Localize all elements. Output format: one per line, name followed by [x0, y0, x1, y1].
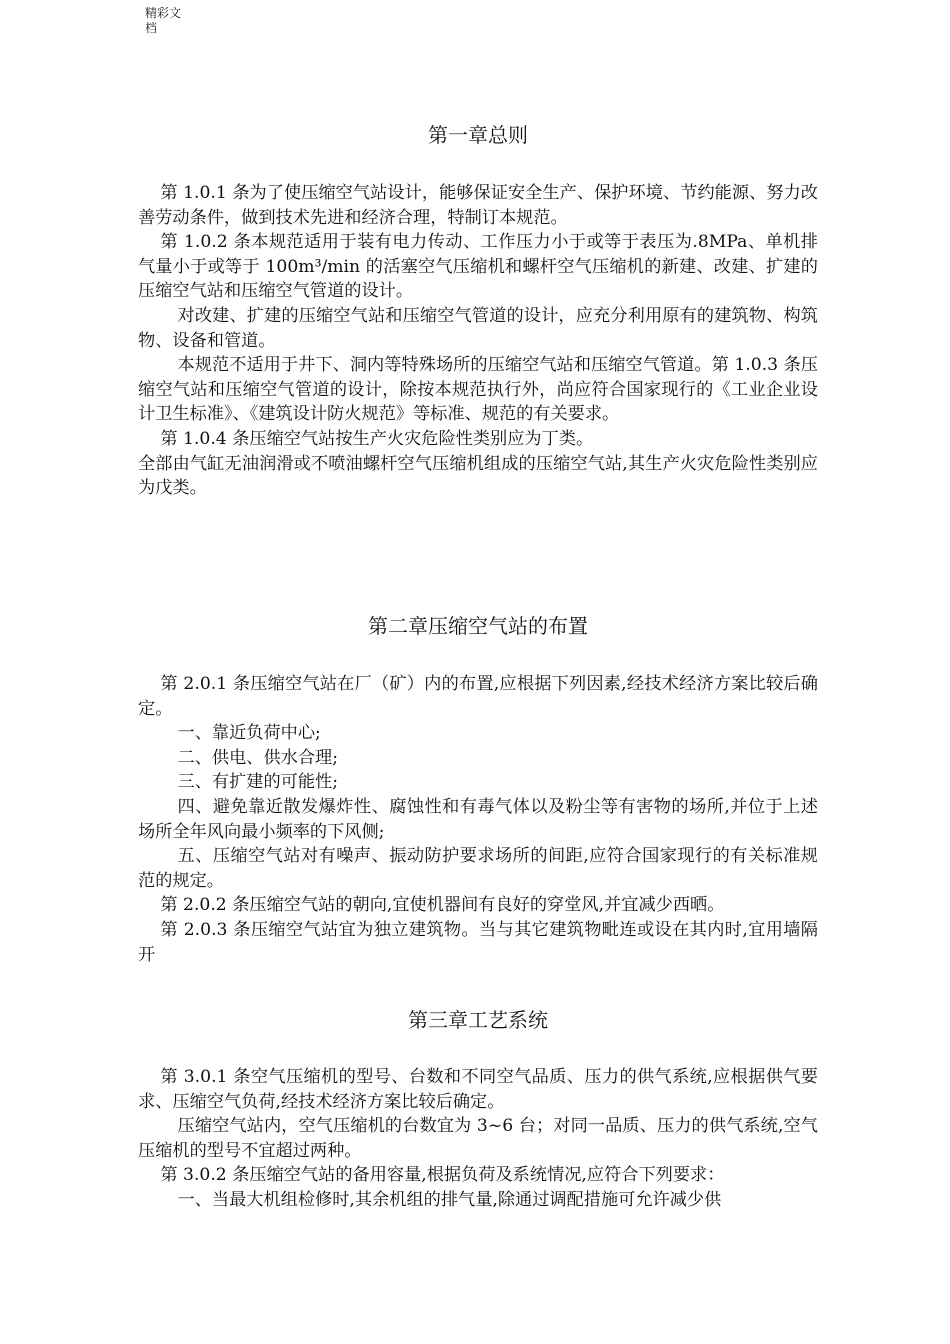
paragraph: 第 1.0.4 条压缩空气站按生产火灾危险性类别应为丁类。: [160, 428, 594, 449]
paragraph: 第 2.0.3 条压缩空气站宜为独立建筑物。当与其它建筑物毗连或设在其内时,宜用墙隔开: [138, 919, 818, 965]
list-item: 二、供电、供水合理;: [177, 747, 339, 768]
paragraph: 第 2.0.2 条压缩空气站的朝向,宜使机器间有良好的穿堂风,并宜减少西晒。: [160, 895, 725, 916]
paragraph: 第 1.0.2 条本规范适用于装有电力传动、工作压力小于或等于表压为.8MPa、单机排气量小于或等于 100m³/min 的活塞空气压缩机和螺杆空气压缩机的新建、改建、扩建的压缩空气站和压缩空气管道的设计。: [138, 232, 818, 302]
chapter-3-body: [138, 1065, 818, 1213]
paragraph: 压缩空气站内，空气压缩机的台数宜为 3~6 台；对同一品质、压力的供气系统,空气压缩机的型号不宜超过两种。: [138, 1116, 818, 1161]
chapter-3-title: 第三章工艺系统: [408, 1008, 548, 1032]
paragraph: 第 3.0.2 条压缩空气站的备用容量,根据负荷及系统情况,应符合下列要求：: [160, 1165, 725, 1186]
list-item: 一、当最大机组检修时,其余机组的排气量,除通过调配措施可允许减少供: [177, 1189, 722, 1210]
list-item: 一、靠近负荷中心;: [177, 723, 321, 744]
chapter-1-title: 第一章总则: [428, 123, 528, 147]
list-item: 三、有扩建的可能性;: [177, 772, 339, 793]
watermark-text: 精彩文档: [145, 6, 182, 35]
paragraph: 对改建、扩建的压缩空气站和压缩空气管道的设计，应充分利用原有的建筑物、构筑物、设备和管道。: [138, 305, 818, 351]
list-item: 五、压缩空气站对有噪声、振动防护要求场所的间距,应符合国家现行的有关标准规范的规定。: [138, 846, 818, 891]
paragraph: 本规范不适用于井下、洞内等特殊场所的压缩空气站和压缩空气管道。第 1.0.3 条压缩空气站和压缩空气管道的设计，除按本规范执行外，尚应符合国家现行的《工业企业设计卫生标准》、《建筑设计防火规范》等标准、规范的有关要求。: [138, 355, 818, 425]
paragraph: 第 1.0.1 条为了使压缩空气站设计，能够保证安全生产、保护环境、节约能源、努力改善劳动条件，做到技术先进和经济合理，特制订本规范。: [138, 183, 818, 228]
chapter-2-body: [138, 672, 818, 967]
paragraph: 第 2.0.1 条压缩空气站在厂（矿）内的布置,应根据下列因素,经技术经济方案比较后确定。: [138, 674, 818, 719]
paragraph: 第 3.0.1 条空气压缩机的型号、台数和不同空气品质、压力的供气系统,应根据供气要求、压缩空气负荷,经技术经济方案比较后确定。: [138, 1067, 818, 1112]
chapter-2-title: 第二章压缩空气站的布置: [368, 614, 588, 638]
list-item: 四、避免靠近散发爆炸性、腐蚀性和有毒气体以及粉尘等有害物的场所,并位于上述场所全年风向最小频率的下风侧;: [138, 796, 818, 842]
paragraph: 全部由气缸无油润滑或不喷油螺杆空气压缩机组成的压缩空气站,其生产火灾危险性类别应为戊类。: [138, 453, 818, 499]
chapter-1-body: [138, 181, 818, 501]
